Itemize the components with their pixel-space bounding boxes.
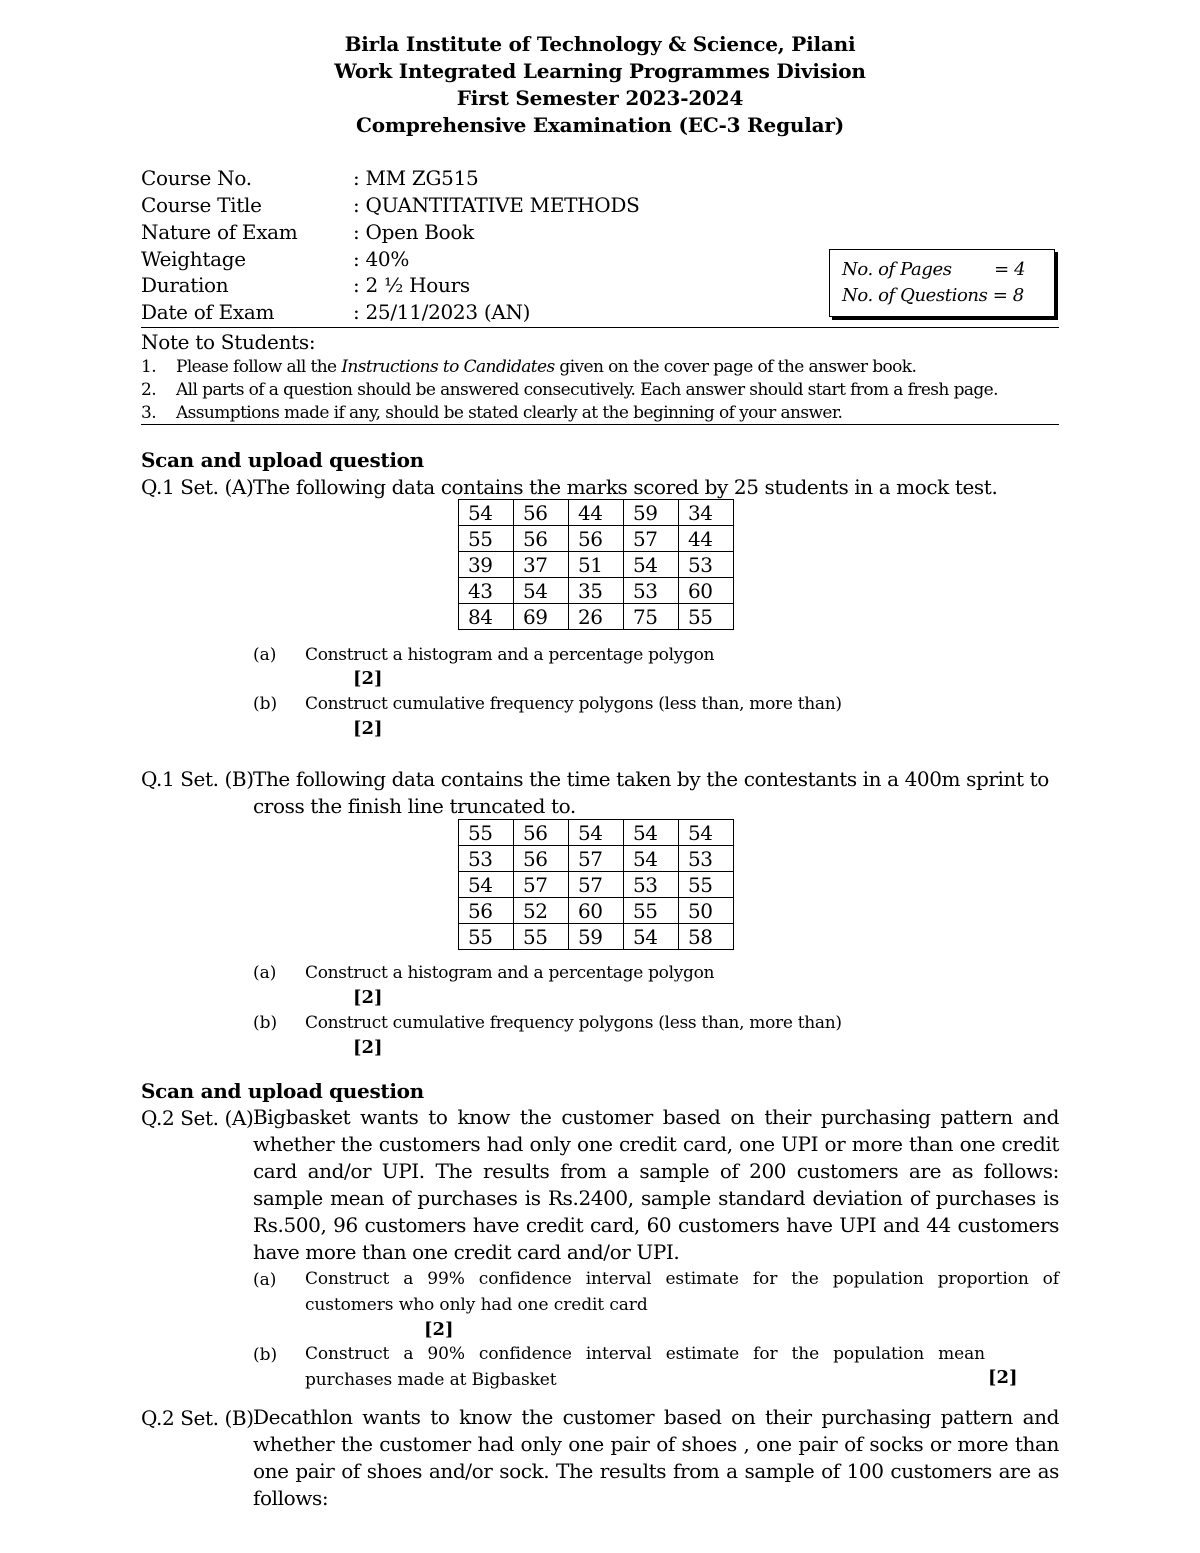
section-heading: Scan and upload question [141,448,424,472]
course-title-value: : QUANTITATIVE METHODS [353,193,640,217]
question-text: The following data contains the time taken by the contestants in a 400m sprint to [253,767,1049,791]
table-row: 55 56 56 57 44 [459,526,734,552]
table-row: 56 52 60 55 50 [459,898,734,924]
part-text: Construct cumulative frequency polygons (less than, more than) [305,694,842,714]
nature-row [0,220,820,248]
table-row: 53 56 57 54 53 [459,846,734,872]
part-text: Construct a 99% confidence interval estimate for the population proportion of customers who only had one credit card [305,1269,1059,1315]
nature-label: Nature of Exam [141,220,298,244]
marks-badge: [2] [424,1319,454,1340]
table-row: 55 56 54 54 54 [459,820,734,846]
weightage-value: : 40% [353,247,410,271]
question-text: cross the finish line truncated to. [253,794,576,818]
question-label: Q.1 Set. (B) [141,767,254,791]
questions-count: No. of Questions = 8 [842,285,1024,306]
marks-badge: [2] [353,668,383,689]
note-item: 1. Please follow all the Instructions to Candidates given on the cover page of the answer book. [141,357,917,377]
pages-box [829,249,1055,317]
note-item: 2. All parts of a question should be answered consecutively. Each answer should start from a fresh page. [141,380,998,400]
duration-row [0,273,820,301]
time-table [458,819,734,950]
part-text: Construct a histogram and a percentage polygon [305,963,715,983]
note-item: 3. Assumptions made if any, should be stated clearly at the beginning of your answer. [141,403,843,423]
part-label: (b) [253,1013,278,1033]
question-text: Decathlon wants to know the customer based on their purchasing pattern and whether the customer had only one pair of shoes , one pair of socks or more than one pair of shoes and/or sock. The results from a sample of 100 customers are as follows: [253,1405,1059,1510]
marks-badge: [2] [353,718,383,739]
marks-badge: [2] [353,1037,383,1058]
date-value: : 25/11/2023 (AN) [353,300,531,324]
duration-value: : 2 ½ Hours [353,273,470,297]
divider [141,424,1059,425]
question-label: Q.2 Set. (A) [141,1106,254,1130]
weightage-row [0,247,820,275]
course-title-label: Course Title [141,193,262,217]
note-heading: Note to Students: [141,330,316,354]
part-text: Construct a 90% confidence interval estimate for the population mean purchases made at Bigbasket [305,1344,985,1390]
part-text: Construct cumulative frequency polygons (less than, more than) [305,1013,842,1033]
course-no-label: Course No. [141,166,252,190]
table-row: 39 37 51 54 53 [459,552,734,578]
marks-table [458,499,734,630]
part-label: (a) [253,1270,277,1290]
nature-value: : Open Book [353,220,474,244]
table-row: 54 56 44 59 34 [459,500,734,526]
course-no-value: : MM ZG515 [353,166,479,190]
part-label: (a) [253,645,277,665]
divider [141,327,1059,328]
table-row: 43 54 35 53 60 [459,578,734,604]
pages-count: No. of Pages = 4 [842,259,1026,280]
date-row [0,300,820,328]
question-text: Bigbasket wants to know the customer based on their purchasing pattern and whether the customers had only one credit card, one UPI or more than one credit card and/or UPI. The results from a sample of 200 customers are as follows: sample mean of purchases is Rs.2400, sample standard deviation of purchases is Rs.500, 96 customers have credit card, 60 customers have UPI and 44 customers have more than one credit card and/or UPI. [253,1105,1059,1264]
course-no-row [0,166,820,194]
date-label: Date of Exam [141,300,275,324]
marks-badge: [2] [353,987,383,1008]
exam-title: Comprehensive Examination (EC-3 Regular) [356,113,844,137]
question-text: The following data contains the marks scored by 25 students in a mock test. [253,475,998,499]
part-text: Construct a histogram and a percentage polygon [305,645,715,665]
table-row: 55 55 59 54 58 [459,924,734,950]
part-label: (b) [253,694,278,714]
part-label: (a) [253,963,277,983]
section-heading: Scan and upload question [141,1079,424,1103]
marks-badge: [2] [988,1367,1018,1388]
institute-name: Birla Institute of Technology & Science, Pilani [344,32,856,56]
weightage-label: Weightage [141,247,246,271]
table-row: 84 69 26 75 55 [459,604,734,630]
division-name: Work Integrated Learning Programmes Division [334,59,866,83]
part-label: (b) [253,1345,278,1365]
semester: First Semester 2023-2024 [456,86,744,110]
question-label: Q.1 Set. (A) [141,475,254,499]
course-title-row [0,193,820,221]
question-label: Q.2 Set. (B) [141,1406,254,1430]
duration-label: Duration [141,273,229,297]
table-row: 54 57 57 53 55 [459,872,734,898]
